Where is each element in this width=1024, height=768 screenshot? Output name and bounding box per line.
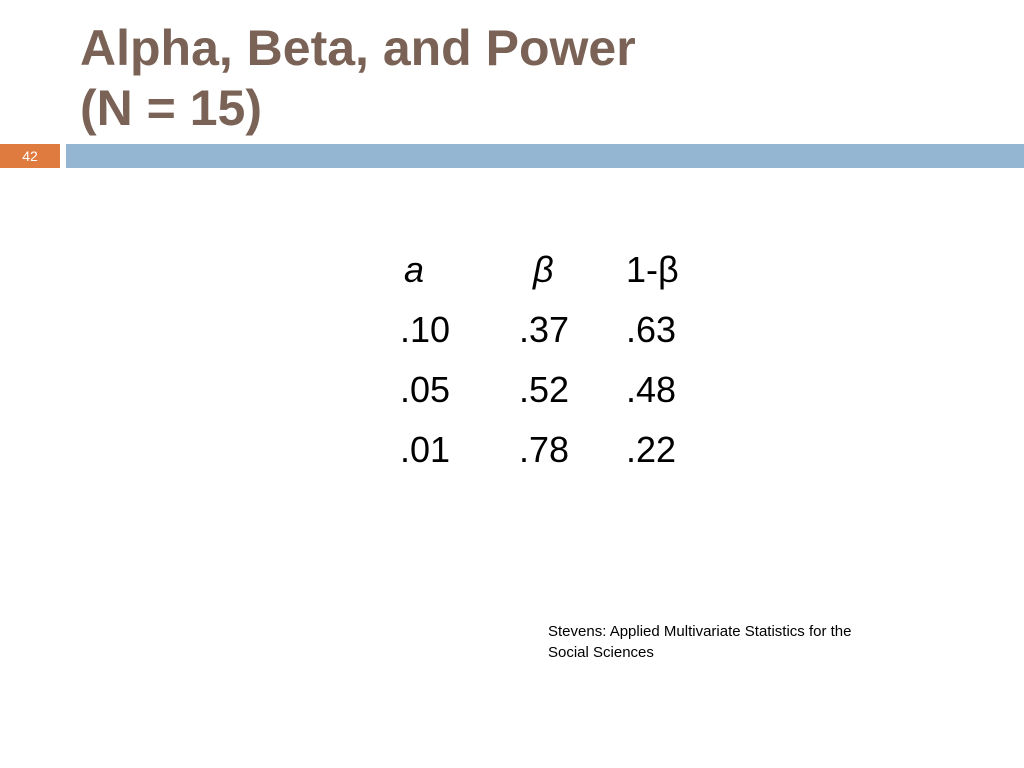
cell-power: .63	[626, 309, 677, 350]
table-header-row	[388, 240, 696, 300]
table-row	[388, 300, 696, 360]
slide-title-line-2: (N = 15)	[80, 80, 263, 136]
cell-alpha: .05	[400, 369, 451, 410]
citation-line-2: Social Sciences	[548, 644, 654, 661]
cell-beta: .78	[519, 429, 570, 470]
cell-power: .48	[626, 369, 677, 410]
header-rule-bar	[66, 144, 1024, 168]
cell-alpha: .01	[400, 429, 451, 470]
header-power: 1-β	[626, 249, 679, 290]
slide-number: 42	[0, 144, 60, 168]
table-row	[388, 360, 696, 420]
citation-line-1: Stevens: Applied Multivariate Statistics for the	[548, 623, 852, 640]
header-beta: β	[533, 249, 554, 290]
slide-title-line-1: Alpha, Beta, and Power	[80, 20, 636, 76]
header-alpha: a	[404, 249, 425, 290]
slide-title	[80, 18, 636, 138]
table-row	[388, 420, 696, 480]
cell-beta: .52	[519, 369, 570, 410]
source-citation	[548, 621, 918, 663]
cell-beta: .37	[519, 309, 570, 350]
alpha-beta-power-table	[388, 240, 696, 480]
cell-power: .22	[626, 429, 677, 470]
cell-alpha: .10	[400, 309, 451, 350]
